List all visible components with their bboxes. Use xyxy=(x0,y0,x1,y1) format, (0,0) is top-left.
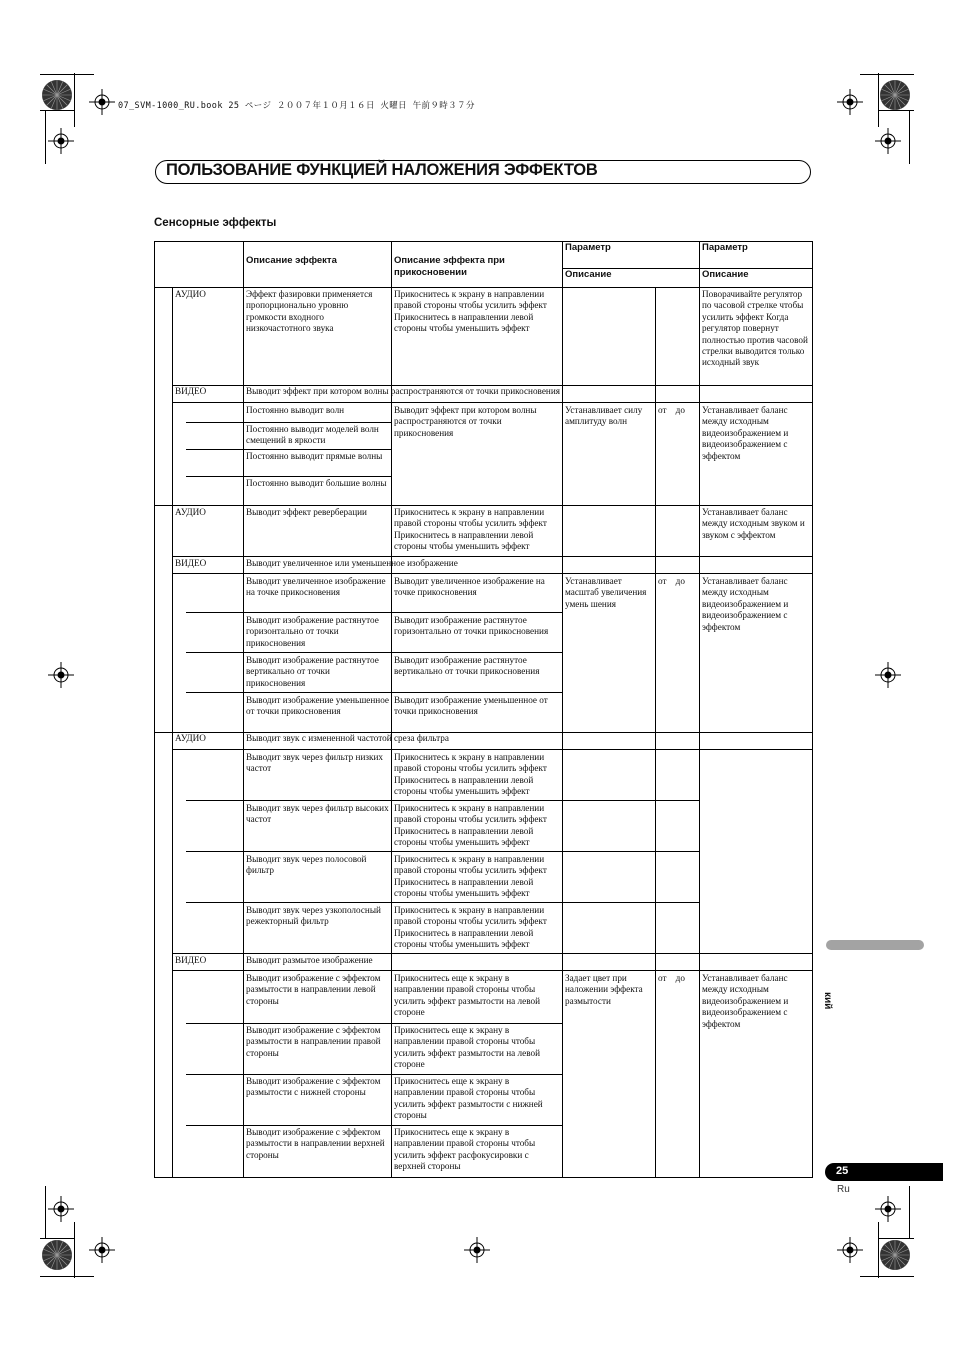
parameter-1-description: Устанавливает масштаб увеличения умень шения xyxy=(565,576,647,609)
parameter-2-description: Поворачивайте регулятор по часовой стрелке чтобы усилить эффект Когда регулятор повернут полностью против часовой стрелки выводится только исходный звук xyxy=(702,289,808,368)
registration-mark-icon xyxy=(464,1237,490,1263)
touch-description: Прикоснитесь к экрану в направлении правой стороны чтобы усилить эффект Прикоснитесь в направлении левой стороны чтобы уменьшить эффект xyxy=(394,803,547,848)
effect-group-description: Выводит звук с измененной частотой среза фильтра xyxy=(246,733,449,743)
effect-description: Постоянно выводит волн xyxy=(246,405,345,415)
parameter-range: от до xyxy=(658,576,685,586)
color-target-icon xyxy=(40,1238,74,1272)
page-number: 25 xyxy=(836,1165,849,1177)
parameter-2-description: Устанавливает баланс между исходным видеоизображением и видеоизображением с эффектом xyxy=(702,576,789,632)
effect-description: Эффект фазировки применяется пропорционально уровню громкости входного низкочастотного звука xyxy=(246,289,373,334)
effect-description: Выводит изображение с эффектом размытости в направлении правой стороны xyxy=(246,1025,381,1058)
touch-description: Выводит увеличенное изображение на точке прикосновения xyxy=(394,576,545,598)
effect-description: Выводит звук через фильтр низких частот xyxy=(246,752,383,774)
effect-description: Выводит эффект реверберации xyxy=(246,507,367,517)
section-title: Сенсорные эффекты xyxy=(154,217,277,229)
registration-mark-icon xyxy=(875,1196,901,1222)
touch-description: Прикоснитесь еще к экрану в направлении правой стороны чтобы усилить эффект размытости с нижней стороны xyxy=(394,1076,543,1121)
header-touch-description: Описание эффекта при прикосновении xyxy=(394,255,505,278)
touch-description: Выводит изображение уменьшенное от точки прикосновения xyxy=(394,695,548,717)
registration-mark-icon xyxy=(837,89,863,115)
parameter-1-description: Устанавливает силу амплитуду волн xyxy=(565,405,643,427)
header-parameter-2: Параметр xyxy=(702,242,748,253)
print-info-line: 07_SVM-1000_RU.book 25 ページ ２００７年１０月１６日 火曜日 午前９時３７分 xyxy=(118,101,475,111)
registration-mark-icon xyxy=(89,89,115,115)
effect-description: Постоянно выводит моделей волн смещений в яркости xyxy=(246,424,379,446)
type-label-video: ВИДЕО xyxy=(175,558,207,568)
type-label-video: ВИДЕО xyxy=(175,955,207,965)
header-effect-description: Описание эффекта xyxy=(246,255,337,266)
registration-mark-icon xyxy=(875,128,901,154)
header-parameter-1-description: Описание xyxy=(565,269,612,280)
touch-description: Прикоснитесь еще к экрану в направлении правой стороны чтобы усилить эффект расфокусировки с верхней стороны xyxy=(394,1127,536,1172)
parameter-2-description: Устанавливает баланс между исходным звуком и звуком с эффектом xyxy=(702,507,805,540)
header-parameter-1: Параметр xyxy=(565,242,611,253)
registration-mark-icon xyxy=(48,662,74,688)
color-target-icon xyxy=(40,78,74,112)
touch-description: Прикоснитесь к экрану в направлении правой стороны чтобы усилить эффект Прикоснитесь в направлении левой стороны чтобы уменьшить эффект xyxy=(394,905,547,950)
registration-mark-icon xyxy=(89,1237,115,1263)
registration-mark-icon xyxy=(837,1237,863,1263)
effect-description: Выводит изображение с эффектом размытости в направлении верхней стороны xyxy=(246,1127,385,1160)
type-label-audio: АУДИО xyxy=(175,733,206,743)
type-label-audio: АУДИО xyxy=(175,507,206,517)
parameter-2-description: Устанавливает баланс между исходным видеоизображением и видеоизображением с эффектом xyxy=(702,973,789,1029)
page-title: ПОЛЬЗОВАНИЕ ФУНКЦИЕЙ НАЛОЖЕНИЯ ЭФФЕКТОВ xyxy=(166,161,598,179)
effect-group-description: Выводит эффект при котором волны распространяются от точки прикосновения xyxy=(246,386,560,396)
touch-description: Прикоснитесь к экрану в направлении правой стороны чтобы усилить эффект Прикоснитесь в направлении левой стороны чтобы уменьшить эффект xyxy=(394,289,547,334)
color-target-icon xyxy=(878,1238,912,1272)
parameter-1-description: Задает цвет при наложении эффекта размытости xyxy=(565,973,643,1006)
touch-description: Выводит изображение растянутое горизонтально от точки прикосновения xyxy=(394,615,549,637)
type-label-audio: АУДИО xyxy=(175,289,206,299)
touch-description: Прикоснитесь к экрану в направлении правой стороны чтобы усилить эффект Прикоснитесь в направлении левой стороны чтобы уменьшить эффект xyxy=(394,854,547,899)
touch-description: Выводит изображение растянутое вертикально от точки прикосновения xyxy=(394,655,540,677)
registration-mark-icon xyxy=(48,128,74,154)
effect-group-description: Выводит увеличенное или уменьшенное изображение xyxy=(246,558,458,568)
chapter-tab xyxy=(826,940,924,950)
effect-description: Выводит изображение уменьшенное от точки прикосновения xyxy=(246,695,389,717)
registration-mark-icon xyxy=(48,1196,74,1222)
type-label-video: ВИДЕО xyxy=(175,386,207,396)
page-language: Ru xyxy=(837,1184,850,1195)
effect-description: Выводит изображение растянутое вертикально от точки прикосновения xyxy=(246,655,379,688)
effect-group-description: Выводит размытое изображение xyxy=(246,955,373,965)
touch-description: Выводит эффект при котором волны распространяются от точки прикосновения xyxy=(394,405,537,438)
parameter-range: от до xyxy=(658,405,685,415)
touch-description: Прикоснитесь к экрану в направлении правой стороны чтобы усилить эффект Прикоснитесь в направлении левой стороны чтобы уменьшить эффект xyxy=(394,507,547,552)
parameter-2-description: Устанавливает баланс между исходным видеоизображением и видеоизображением с эффектом xyxy=(702,405,789,461)
effect-description: Постоянно выводит прямые волны xyxy=(246,451,383,461)
effect-description: Выводит изображение с эффектом размытости с нижней стороны xyxy=(246,1076,381,1098)
touch-description: Прикоснитесь еще к экрану в направлении правой стороны чтобы усилить эффект размытости на левой стороне xyxy=(394,1025,540,1070)
touch-description: Прикоснитесь к экрану в направлении правой стороны чтобы усилить эффект Прикоснитесь в направлении левой стороны чтобы уменьшить эффект xyxy=(394,752,547,797)
effect-description: Выводит изображение с эффектом размытости в направлении левой стороны xyxy=(246,973,381,1006)
effect-description: Выводит изображение растянутое горизонтально от точки прикосновения xyxy=(246,615,379,648)
chapter-tab-label: кий xyxy=(822,992,833,1010)
header-parameter-2-description: Описание xyxy=(702,269,749,280)
effect-description: Выводит звук через узкополосный режекторный фильтр xyxy=(246,905,381,927)
touch-description: Прикоснитесь еще к экрану в направлении правой стороны чтобы усилить эффект размытости на левой стороне xyxy=(394,973,540,1018)
color-target-icon xyxy=(878,78,912,112)
effect-description: Постоянно выводит большие волны xyxy=(246,478,387,488)
effect-description: Выводит звук через фильтр высоких частот xyxy=(246,803,389,825)
registration-mark-icon xyxy=(875,662,901,688)
effect-description: Выводит звук через полосовой фильтр xyxy=(246,854,367,876)
effect-description: Выводит увеличенное изображение на точке прикосновения xyxy=(246,576,386,598)
parameter-range: от до xyxy=(658,973,685,983)
